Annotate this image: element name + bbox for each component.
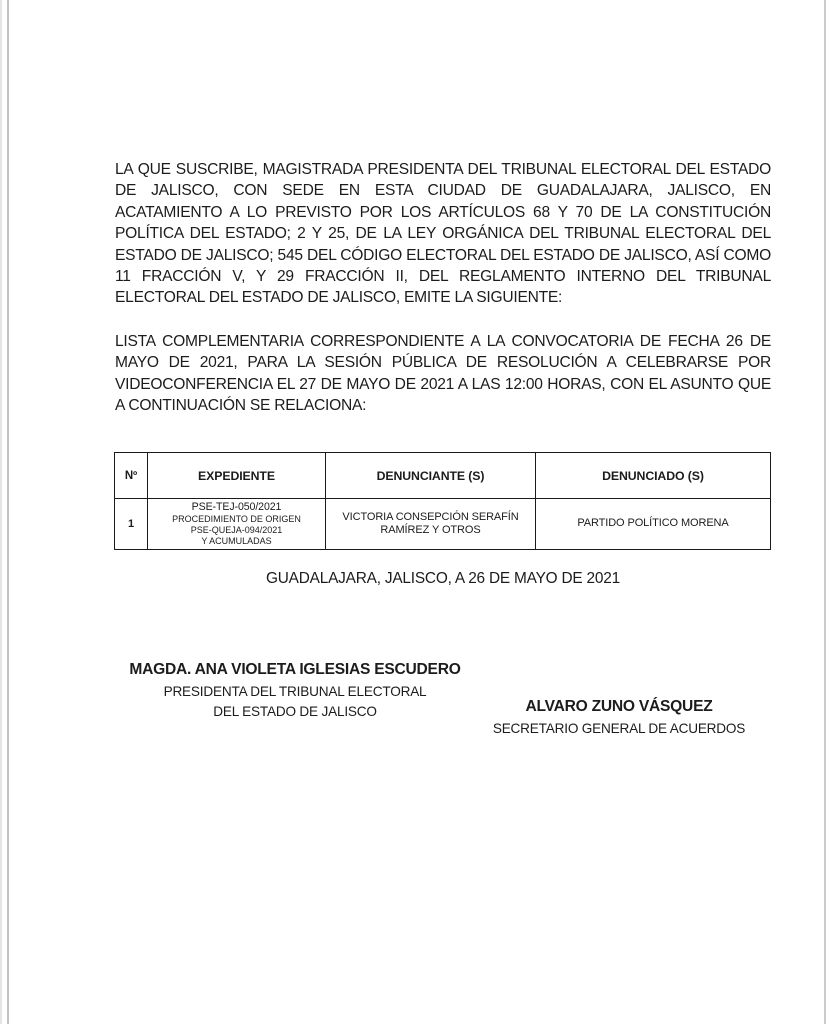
scan-edge-left-inner	[7, 0, 9, 1024]
expediente-origin-id: PSE-QUEJA-094/2021	[190, 525, 283, 535]
president-title-line2: DEL ESTADO DE JALISCO	[213, 703, 377, 719]
denunciado-cell: PARTIDO POLÍTICO MORENA	[536, 499, 771, 550]
column-header-denunciante: DENUNCIANTE (S)	[326, 453, 536, 499]
expediente-cell	[148, 499, 326, 550]
table-row	[115, 499, 771, 550]
scan-edge-left-outer	[0, 0, 2, 1024]
secretary-name: ALVARO ZUNO VÁSQUEZ	[525, 698, 713, 715]
case-table	[114, 452, 771, 550]
expediente-case-id: PSE-TEJ-050/2021	[191, 501, 282, 513]
table-header-row	[115, 453, 771, 499]
expediente-origin-label: PROCEDIMIENTO DE ORIGEN	[172, 514, 301, 524]
session-announcement-paragraph: LISTA COMPLEMENTARIA CORRESPONDIENTE A LA CONVOCATORIA DE FECHA 26 DE MAYO DE 2021, PARA LA SESIÓN PÚBLICA DE RESOLUCIÓN A CELEBRARSE POR VIDEOCONFERENCIA EL 27 DE MAYO DE 2021 A LAS 12:00 HORAS, CON EL ASUNTO QUE A CONTINUACIÓN SE RELACIONA:	[115, 333, 771, 415]
dateline: GUADALAJARA, JALISCO, A 26 DE MAYO DE 2021	[266, 570, 620, 587]
denunciante-cell	[326, 499, 536, 550]
expediente-acumuladas: Y ACUMULADAS	[201, 536, 272, 546]
denunciante-text: VICTORIA CONSEPCIÓN SERAFÍN RAMÍREZ Y OTROS	[342, 510, 519, 536]
signature-block-secretary	[468, 698, 770, 739]
president-name: MAGDA. ANA VIOLETA IGLESIAS ESCUDERO	[129, 661, 461, 678]
president-title-line1: PRESIDENTA DEL TRIBUNAL ELECTORAL	[163, 684, 427, 699]
column-header-expediente: EXPEDIENTE	[148, 453, 326, 499]
case-number-cell: 1	[115, 499, 148, 550]
secretary-title: SECRETARIO GENERAL DE ACUERDOS	[492, 721, 746, 736]
signature-block-president	[112, 661, 478, 721]
opening-paragraph: LA QUE SUSCRIBE, MAGISTRADA PRESIDENTA DEL TRIBUNAL ELECTORAL DEL ESTADO DE JALISCO, CON SEDE EN ESTA CIUDAD DE GUADALAJARA, JALISCO, EN ACATAMIENTO A LO PREVISTO POR LOS ARTÍCULOS 68 Y 70 DE LA CONSTITUCIÓN POLÍTICA DEL ESTADO; 2 Y 25, DE LA LEY ORGÁNICA DEL TRIBUNAL ELECTORAL DEL ESTADO DE JALISCO; 545 DEL CÓDIGO ELECTORAL DEL ESTADO DE JALISCO, ASÍ COMO 11 FRACCIÓN V, Y 29 FRACCIÓN II, DEL REGLAMENTO INTERNO DEL TRIBUNAL ELECTORAL DEL ESTADO DE JALISCO, EMITE LA SIGUIENTE:	[115, 161, 771, 307]
column-header-number: Nº	[115, 453, 148, 499]
column-header-denunciado: DENUNCIADO (S)	[536, 453, 771, 499]
scan-edge-right	[824, 0, 826, 1024]
